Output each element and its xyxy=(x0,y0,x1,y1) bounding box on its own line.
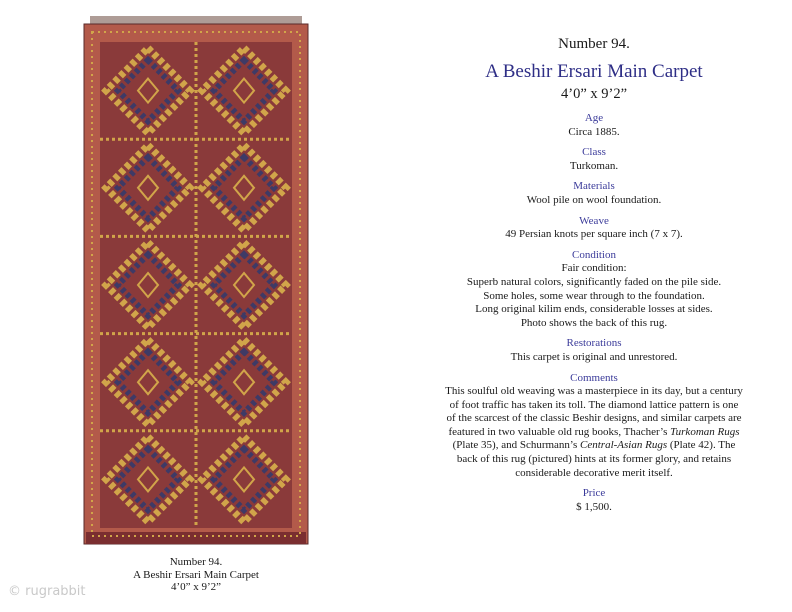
watermark: © rugrabbit xyxy=(8,584,86,599)
age-value: Circa 1885. xyxy=(568,125,620,138)
comments-line: considerable decorative merit itself. xyxy=(515,466,673,479)
comments-line: of foot traffic has taken its toll. The diamond lattice pattern is one xyxy=(449,398,739,411)
rug-details xyxy=(428,34,760,514)
condition-line: Superb natural colors, significantly faded on the pile side. xyxy=(466,275,722,288)
caption-title: A Beshir Ersari Main Carpet xyxy=(133,568,259,581)
materials-value: Wool pile on wool foundation. xyxy=(526,193,662,206)
section-weave xyxy=(428,215,760,242)
comments-text: (Plate 35), and Schurmann’s xyxy=(452,439,581,452)
comments-line: back of this rug (pictured) hints at its former glory, and retains xyxy=(456,453,732,466)
price-value: $ 1,500. xyxy=(576,500,612,513)
section-class xyxy=(428,146,760,173)
weave-label: Weave xyxy=(579,214,609,227)
comments-text: (Plate 42). The xyxy=(667,439,736,452)
caption-dimensions: 4’0” x 9’2” xyxy=(170,581,222,593)
section-comments xyxy=(428,372,760,481)
item-number: Number 94. xyxy=(558,36,630,52)
section-restorations xyxy=(428,337,760,364)
condition-line: Photo shows the back of this rug. xyxy=(520,316,668,329)
class-label: Class xyxy=(582,146,606,159)
age-label: Age xyxy=(584,112,604,124)
photo-caption xyxy=(90,556,302,594)
section-condition xyxy=(428,249,760,331)
book-title-central-asian-rugs: Central-Asian Rugs xyxy=(580,439,668,452)
price-label: Price xyxy=(582,487,606,500)
item-dimensions: 4’0” x 9’2” xyxy=(560,86,628,102)
comments-label: Comments xyxy=(570,371,618,384)
section-age xyxy=(428,112,760,139)
weave-value: 49 Persian knots per square inch (7 x 7). xyxy=(505,228,683,241)
caption-number: Number 94. xyxy=(169,556,223,568)
materials-label: Materials xyxy=(573,180,615,193)
condition-label: Condition xyxy=(571,248,616,261)
rug-kilim-end xyxy=(86,532,306,544)
rug-photo xyxy=(82,16,310,552)
condition-line: Some holes, some wear through to the foundation. xyxy=(483,289,705,302)
comments-text: featured in two valuable old rug books, Thacher’s xyxy=(448,425,671,438)
condition-line: Fair condition: xyxy=(561,262,627,275)
restorations-label: Restorations xyxy=(566,337,622,350)
section-price xyxy=(428,487,760,514)
item-title: A Beshir Ersari Main Carpet xyxy=(485,61,703,82)
section-materials xyxy=(428,180,760,207)
comments-line: This soulful old weaving was a masterpiece in its day, but a century xyxy=(445,385,743,398)
restorations-value: This carpet is original and unrestored. xyxy=(510,350,678,363)
rug-image xyxy=(82,16,310,552)
comments-line: of the scarcest of the classic Beshir designs, and similar carpets are xyxy=(446,412,742,425)
book-title-turkoman-rugs: Turkoman Rugs xyxy=(670,425,740,438)
comments-line xyxy=(428,426,760,440)
class-value: Turkoman. xyxy=(569,159,619,172)
comments-line xyxy=(428,439,760,453)
condition-line: Long original kilim ends, considerable losses at sides. xyxy=(475,303,713,316)
